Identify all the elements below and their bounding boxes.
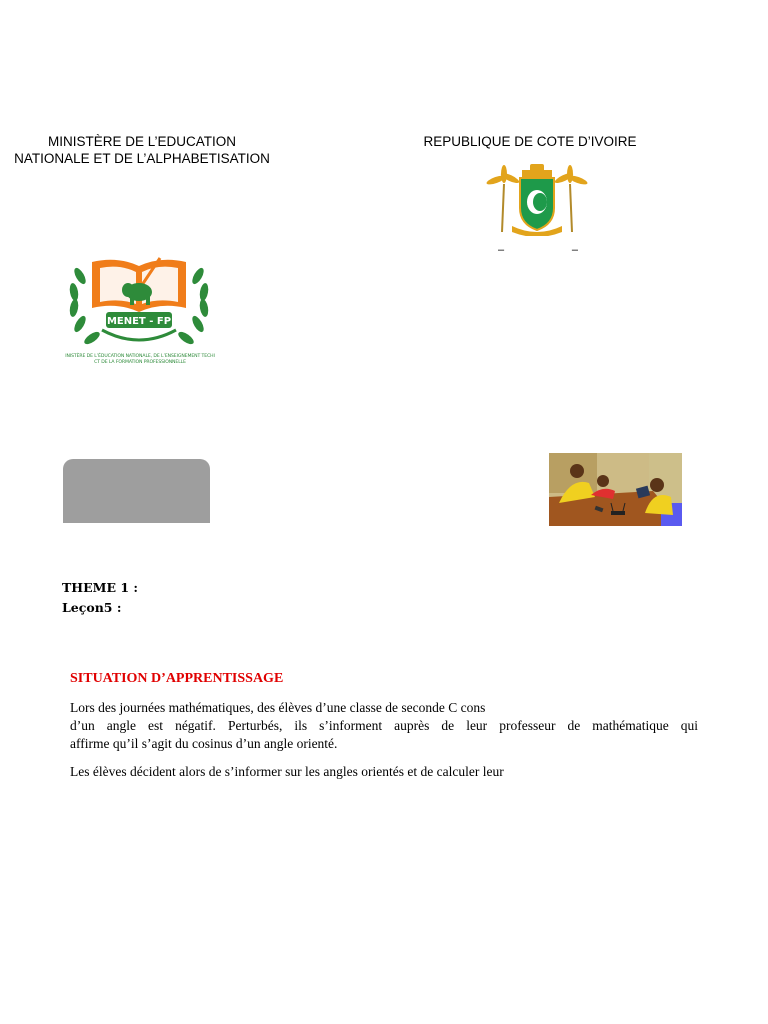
ministry-line-2: NATIONALE ET DE L’ALPHABETISATION	[14, 151, 270, 166]
ministry-header	[0, 133, 284, 167]
lecon-label: Leçon5 :	[62, 600, 122, 615]
ministry-line-1: MINISTÈRE DE L’EDUCATION	[47, 134, 237, 149]
paragraph-1-line-3: affirme qu’il s’agit du cosinus d’un angle orienté.	[70, 736, 338, 751]
menet-caption	[62, 354, 218, 366]
menet-logo-label: MENET - FP	[106, 316, 172, 327]
menet-caption-line-2: CT DE LA FORMATION PROFESSIONNELLE	[94, 360, 186, 365]
menet-caption-line-1: INISTÈRE DE L’ÉDUCATION NATIONALE, DE L’ENSEIGNEMENT TECHI	[65, 354, 215, 359]
dash-left: –	[498, 244, 505, 256]
header-dashes	[498, 244, 578, 256]
situation-title: SITUATION D’APPRENTISSAGE	[70, 671, 284, 686]
paragraph-1-line-2: d’un angle est négatif. Perturbés, ils s’informent auprès de leur professeur de mathématique qui	[70, 718, 698, 733]
paragraph-1-line-1: Lors des journées mathématiques, des élèves d’une classe de seconde C cons	[70, 700, 486, 715]
paragraph-2-line-1: Les élèves décident alors de s’informer sur les angles orientés et de calculer leur	[70, 764, 504, 779]
situation-paragraph-1	[70, 699, 698, 753]
coat-of-arms-icon	[486, 162, 588, 236]
students-illustration	[549, 453, 682, 526]
situation-paragraph-2	[70, 763, 698, 781]
dash-right: –	[571, 244, 578, 256]
grey-placeholder-box	[63, 459, 210, 523]
republic-header: REPUBLIQUE DE COTE D’IVOIRE	[423, 134, 637, 149]
lesson-labels	[62, 578, 138, 618]
theme-label: THEME 1 :	[62, 580, 139, 595]
menet-fp-logo	[62, 246, 216, 370]
